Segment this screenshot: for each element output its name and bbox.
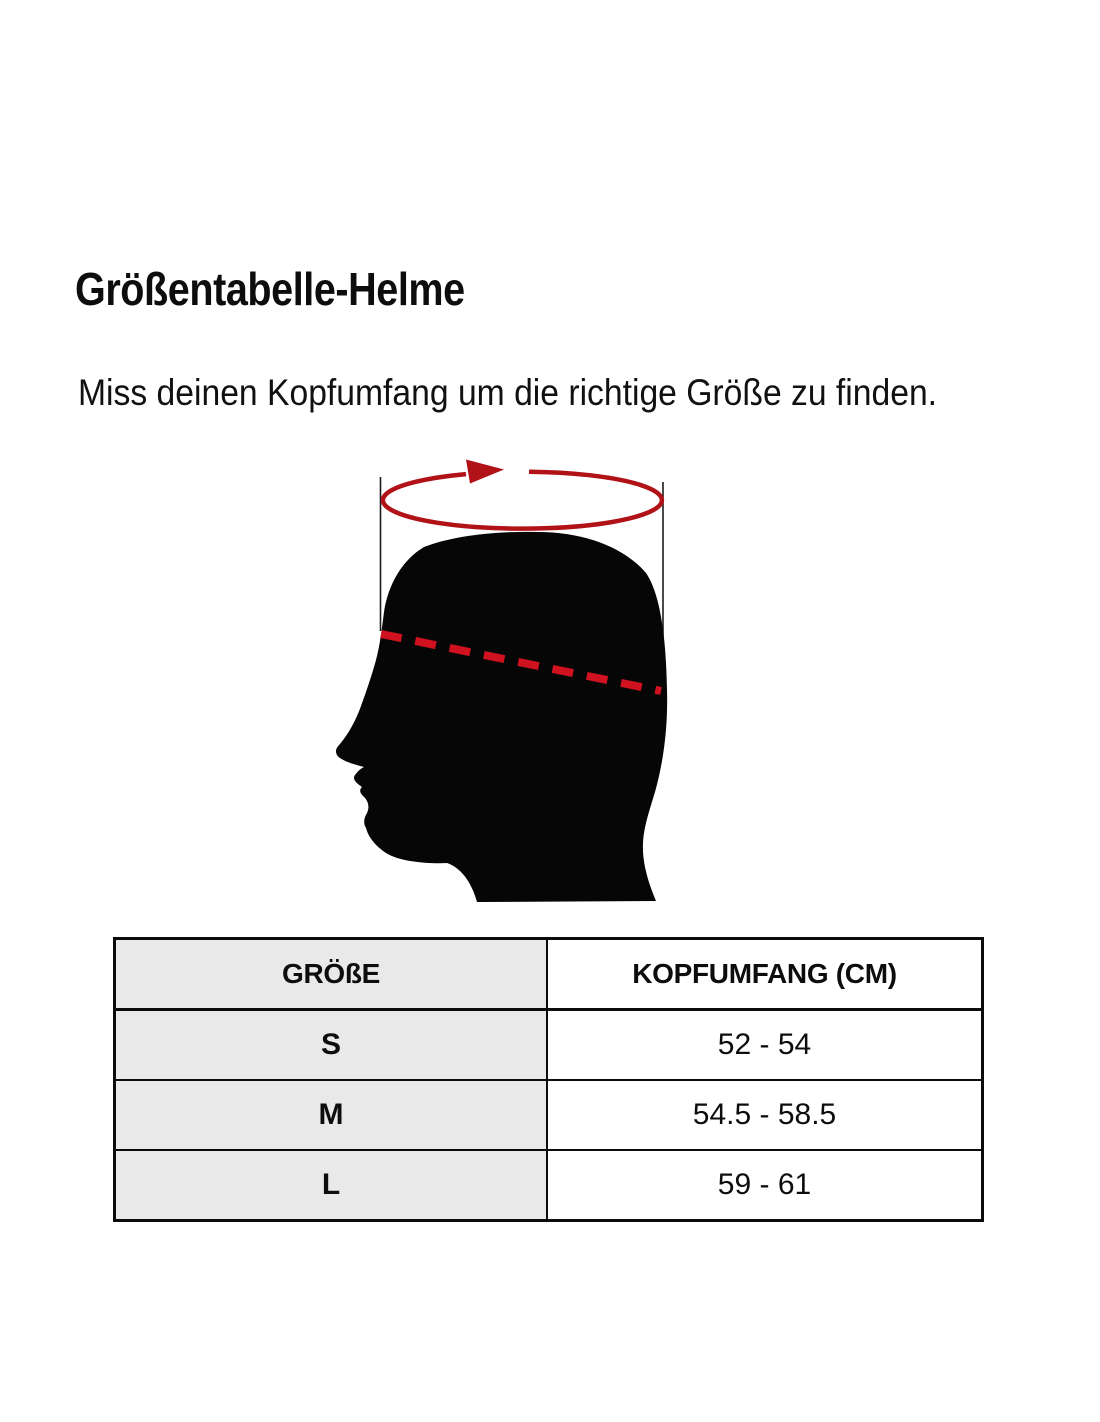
table-row	[115, 1010, 983, 1081]
table-header-row	[115, 939, 983, 1010]
rotation-arrow-icon	[383, 460, 662, 529]
size-column-header: GRÖßE	[115, 939, 548, 1010]
table-row	[115, 1150, 983, 1221]
circumference-cell: 54.5 - 58.5	[547, 1080, 983, 1150]
table-row	[115, 1080, 983, 1150]
circumference-cell: 52 - 54	[547, 1010, 983, 1081]
circumference-column-header: KOPFUMFANG (CM)	[547, 939, 983, 1010]
size-cell: M	[115, 1080, 548, 1150]
instruction-text: Miss deinen Kopfumfang um die richtige Größe zu finden.	[78, 372, 938, 413]
head-measurement-diagram	[320, 450, 720, 920]
head-silhouette	[336, 532, 667, 902]
size-cell: L	[115, 1150, 548, 1221]
helmet-size-table	[113, 937, 984, 1222]
circumference-cell: 59 - 61	[547, 1150, 983, 1221]
page-title: Größentabelle-Helme	[75, 263, 465, 315]
size-cell: S	[115, 1010, 548, 1081]
